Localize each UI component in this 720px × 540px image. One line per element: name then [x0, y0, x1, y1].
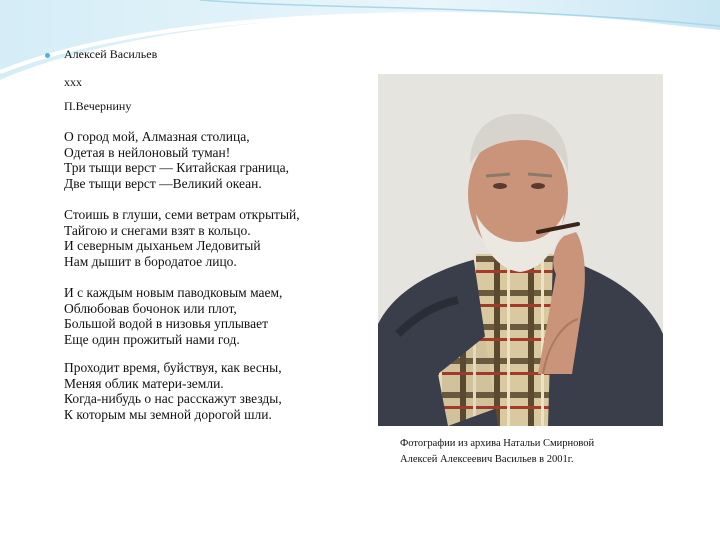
poem-line: Две тыщи верст —Великий океан.: [64, 175, 262, 191]
bullet-dot-icon: [45, 53, 50, 58]
poem-line: Облюбовав бочонок или плот,: [64, 300, 237, 316]
poem-line: Большой водой в низовья уплывает: [64, 316, 269, 332]
poem-line: Нам дышит в бородатое лицо.: [64, 253, 237, 269]
poem-line: И северным дыханьем Ледовитый: [64, 238, 261, 254]
poem-line: Меняя облик матери-земли.: [64, 375, 224, 391]
poem-stanza: [64, 129, 374, 191]
poem-title-mark: xxx: [64, 75, 82, 89]
poem-line: Когда-нибудь о нас расскажут звезды,: [64, 391, 282, 407]
poem-line: Стоишь в глуши, семи ветрам открытый,: [64, 207, 300, 222]
poem-line: Тайгою и снегами взят в кольцо.: [64, 222, 251, 238]
photo-caption: [400, 436, 594, 467]
poem-line: Проходит время, буйствуя, как весны,: [64, 360, 282, 375]
poem-dedication: П.Вечернину: [64, 99, 132, 113]
caption-line: Фотографии из архива Натальи Смирновой: [400, 438, 595, 449]
poem-stanza: [64, 360, 374, 422]
author-portrait-photo: [378, 74, 663, 426]
poem-stanza: [64, 207, 374, 269]
poem-line: О город мой, Алмазная столица,: [64, 129, 250, 144]
poem-line: К которым мы земной дорогой шли.: [64, 406, 272, 422]
poem-line: Три тыщи верст — Китайская граница,: [64, 160, 289, 176]
poem-line: И с каждым новым паводковым маем,: [64, 285, 283, 300]
author-name: Алексей Васильев: [64, 47, 158, 61]
caption-line: Алексей Алексеевич Васильев в 2001г.: [400, 453, 574, 465]
poem-line: Еще один прожитый нами год.: [64, 331, 240, 347]
poem-line: Одетая в нейлоновый туман!: [64, 144, 231, 160]
poem-stanza: [64, 285, 374, 347]
